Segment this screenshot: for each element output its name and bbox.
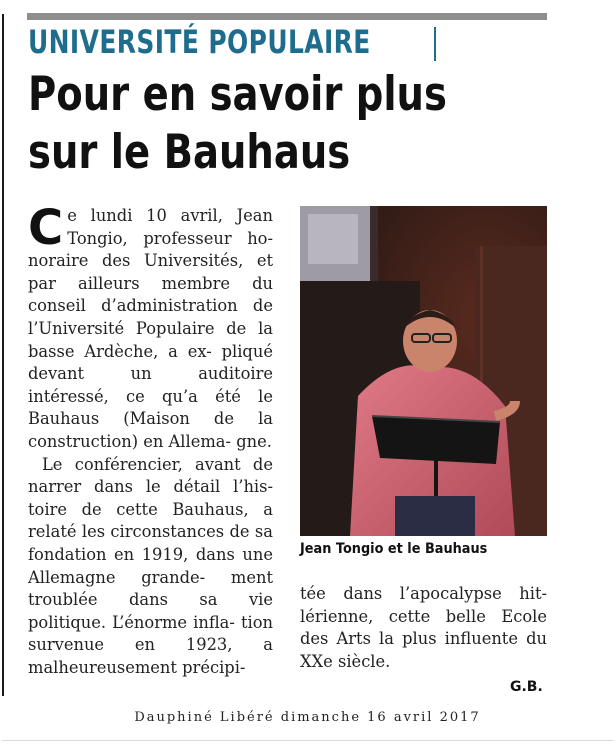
drop-cap: C — [28, 200, 64, 256]
section-kicker: UNIVERSITÉ POPULAIRE — [28, 23, 371, 61]
article-column-2 — [300, 583, 547, 673]
header-bar — [27, 13, 547, 20]
paragraph-3: tée dans l’apocalypse hit- lérienne, cette belle Ecole des Arts la plus influente du XXe siècle. — [300, 584, 547, 671]
paragraph-1 — [28, 200, 273, 454]
photo-illustration — [300, 206, 547, 536]
photo-caption: Jean Tongio et le Bauhaus — [300, 541, 488, 557]
headline-line-1: Pour en savoir plus — [28, 67, 447, 122]
p1-text-c: pliqué devant un auditoire intéressé, ce qu’a été le Bauhaus (Maison de la construction) en Allema- — [28, 341, 273, 451]
p1-text-b: noraire des Universités, et par ailleurs membre du conseil d’administration de l’Université Populaire de la basse Ardèche, a ex- — [28, 251, 273, 361]
paragraph-2: Le conférencier, avant de narrer dans le détail l’his- toire de cette Bauhaus, a relaté les circonstances de sa fondation en 1919, dans une Allemagne grande- ment troublée dans sa vie politique. L’énorme infla- tion survenue en 1923, a malheureusement précipi- — [28, 454, 273, 677]
headline-line-2: sur le Bauhaus — [28, 125, 351, 180]
article-photo — [300, 206, 547, 536]
kicker-separator — [434, 27, 436, 61]
column-rule — [2, 14, 4, 696]
article-headline — [28, 66, 561, 182]
p1-text-a: e lundi 10 avril, Jean Tongio, professeur ho- — [67, 206, 273, 248]
article-column-1 — [28, 200, 273, 679]
publication-footer: Dauphiné Libéré dimanche 16 avril 2017 — [134, 710, 481, 725]
p1-text-d: gne. — [236, 431, 272, 451]
footer-rule — [2, 740, 613, 741]
author-initials: G.B. — [510, 679, 543, 695]
